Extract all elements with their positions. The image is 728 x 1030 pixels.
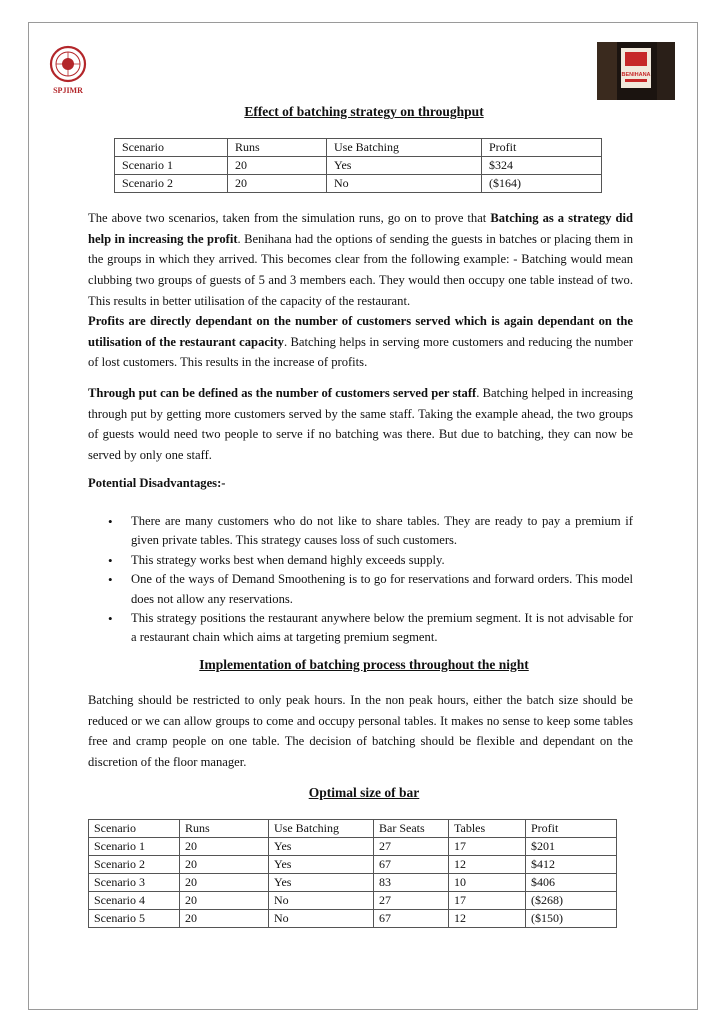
- bullet-icon: •: [108, 552, 113, 568]
- text-run: The above two scenarios, taken from the simulation runs, go on to prove that: [88, 211, 491, 225]
- column-header: Bar Seats: [374, 820, 449, 838]
- list-item: [88, 570, 633, 609]
- table-cell: $324: [482, 157, 602, 175]
- paragraph-throughput: [88, 383, 633, 466]
- table-cell: Scenario 3: [89, 874, 180, 892]
- table-header-row: [115, 139, 602, 157]
- paragraph-profit-dependency: [88, 311, 633, 373]
- table-cell: $406: [526, 874, 617, 892]
- table-row: [89, 874, 617, 892]
- bar-size-heading: Optimal size of bar: [308, 785, 420, 800]
- table-cell: Yes: [327, 157, 482, 175]
- text-run-bold: Through put can be defined as the number of customers served per staff: [88, 386, 477, 400]
- column-header: Runs: [228, 139, 327, 157]
- table-row: [89, 892, 617, 910]
- table-cell: Yes: [269, 838, 374, 856]
- table-row: [89, 838, 617, 856]
- table-cell: 17: [449, 892, 526, 910]
- table-row: [115, 157, 602, 175]
- list-item-text: There are many customers who do not like to share tables. They are ready to pay a premium if given private tables. This strategy causes loss of such customers.: [131, 514, 633, 548]
- table-cell: 12: [449, 856, 526, 874]
- batching-effect-heading: Effect of batching strategy on throughput: [244, 104, 484, 119]
- table-cell: $412: [526, 856, 617, 874]
- table-cell: Yes: [269, 874, 374, 892]
- column-header: Use Batching: [327, 139, 482, 157]
- column-header: Profit: [526, 820, 617, 838]
- table-cell: 20: [180, 874, 269, 892]
- table-cell: Scenario 5: [89, 910, 180, 928]
- list-item-text: This strategy works best when demand highly exceeds supply.: [131, 552, 445, 567]
- table-row: [115, 175, 602, 193]
- table-cell: 12: [449, 910, 526, 928]
- batching-results-table: [114, 138, 602, 193]
- table-cell: 20: [228, 175, 327, 193]
- table-header-row: [89, 820, 617, 838]
- table-cell: 27: [374, 838, 449, 856]
- table-cell: Scenario 2: [89, 856, 180, 874]
- bullet-icon: •: [108, 514, 113, 529]
- text-run-bold: Batching as a strategy did help in increasing the profit: [88, 211, 633, 246]
- column-header: Tables: [449, 820, 526, 838]
- table-cell: 67: [374, 856, 449, 874]
- table-cell: 20: [228, 157, 327, 175]
- text-run: . Batching helps in serving more customers and reducing the number of lost customers. This results in the increase of profits.: [88, 334, 634, 370]
- table-cell: 20: [180, 910, 269, 928]
- list-item: [88, 551, 633, 570]
- photo-sign-text: BENIHANA: [621, 72, 651, 78]
- benihana-photo: [597, 42, 675, 100]
- list-item-text: One of the ways of Demand Smoothening is to go for reservations and forward orders. This model does not allow any reservations.: [131, 572, 633, 606]
- column-header: Use Batching: [269, 820, 374, 838]
- table-row: [89, 910, 617, 928]
- disadvantages-list: [88, 512, 633, 648]
- text-run: . Benihana had the options of sending the guests in batches or placing them in the groups in which they arrived. This becomes clear from the following example: - Batching would mean clubbing two groups of guests of 5 and 3 members each. They would then occupy one table instead of two. This results in better utilisation of the capacity of the restaurant.: [88, 231, 633, 308]
- table-row: [89, 856, 617, 874]
- table-cell: 27: [374, 892, 449, 910]
- logo-text: SPJIMR: [53, 86, 83, 95]
- table-cell: No: [327, 175, 482, 193]
- column-header: Profit: [482, 139, 602, 157]
- table-cell: Scenario 1: [115, 157, 228, 175]
- table-cell: Yes: [269, 856, 374, 874]
- table-cell: Scenario 1: [89, 838, 180, 856]
- spjimr-logo: [44, 42, 92, 98]
- text-run-bold: Profits are directly dependant on the number of customers served which is again dependant on the utilisation of the restaurant capacity: [88, 314, 633, 349]
- bullet-icon: •: [108, 611, 113, 627]
- table-cell: ($164): [482, 175, 602, 193]
- table-cell: 17: [449, 838, 526, 856]
- paragraph-batching-proof: [88, 208, 633, 312]
- table-cell: ($268): [526, 892, 617, 910]
- table-cell: 83: [374, 874, 449, 892]
- table-cell: 20: [180, 856, 269, 874]
- table-cell: No: [269, 910, 374, 928]
- text-run: . Batching helped in increasing through put by getting more customers served by the same staff. Taking the example ahead, the two groups of guests would need two people to serve if no batching was there. But due to batching, they can now be served by only one staff.: [88, 386, 633, 463]
- table-cell: No: [269, 892, 374, 910]
- table-cell: Scenario 2: [115, 175, 228, 193]
- table-cell: Scenario 4: [89, 892, 180, 910]
- list-item: [88, 609, 633, 648]
- column-header: Scenario: [115, 139, 228, 157]
- column-header: Runs: [180, 820, 269, 838]
- table-cell: 10: [449, 874, 526, 892]
- bullet-icon: •: [108, 572, 113, 588]
- disadvantages-heading: Potential Disadvantages:-: [88, 476, 226, 490]
- table-cell: 67: [374, 910, 449, 928]
- bar-size-table: [88, 819, 617, 928]
- table-cell: 20: [180, 838, 269, 856]
- paragraph-implementation: Batching should be restricted to only peak hours. In the non peak hours, either the batch size should be reduced or we can allow groups to come and occupy personal tables. It makes no sense to keep some tables free and cramp people on one table. The decision of batching should be flexible and dependant on the discretion of the floor manager.: [88, 693, 633, 770]
- table-cell: ($150): [526, 910, 617, 928]
- column-header: Scenario: [89, 820, 180, 838]
- list-item-text: This strategy positions the restaurant anywhere below the premium segment. It is not advisable for a restaurant chain which aims at targeting premium segment.: [131, 611, 633, 645]
- list-item: [88, 512, 633, 551]
- implementation-heading: Implementation of batching process throughout the night: [199, 657, 529, 672]
- table-cell: $201: [526, 838, 617, 856]
- table-cell: 20: [180, 892, 269, 910]
